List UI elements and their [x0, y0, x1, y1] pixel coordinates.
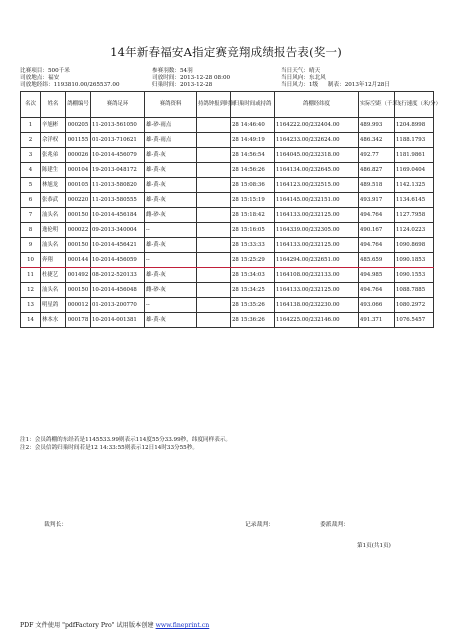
- cell-distance: 490.167: [359, 223, 395, 238]
- table-row: [21, 118, 434, 133]
- cell-loft-id: 001492: [66, 268, 91, 283]
- cell-rank: 1: [21, 118, 41, 133]
- cell-ring: 11-2013-580820: [91, 178, 145, 193]
- cell-arrival-time: 28 15:08:36: [231, 178, 275, 193]
- cell-clock-time: [197, 313, 231, 328]
- cell-loft-id: 000205: [66, 118, 91, 133]
- cell-speed: 1080.2972: [395, 298, 434, 313]
- cell-arrival-time: 28 15:36:26: [231, 313, 275, 328]
- table-row: [21, 208, 434, 223]
- meta-col-2: [152, 68, 230, 89]
- header-ring: 赛鸽足环: [91, 92, 145, 118]
- cell-name: 辛旭彬: [41, 118, 66, 133]
- cell-loft-coords: 1164133.00/232125.00: [275, 208, 359, 223]
- cell-name: 汕头名: [41, 238, 66, 253]
- cell-bird-info: 雄-黄-灰: [145, 268, 197, 283]
- cell-arrival-time: 28 14:56:54: [231, 148, 275, 163]
- cell-rank: 8: [21, 223, 41, 238]
- cell-loft-coords: 1164134.00/232645.00: [275, 163, 359, 178]
- footer: [20, 620, 209, 629]
- cell-rank: 5: [21, 178, 41, 193]
- cell-clock-time: [197, 223, 231, 238]
- cell-distance: 491.371: [359, 313, 395, 328]
- cell-arrival-time: 28 15:18:42: [231, 208, 275, 223]
- cell-distance: 494.764: [359, 208, 395, 223]
- header-speed: 飞行速度（米/分）: [395, 92, 434, 118]
- cell-distance: 492.77: [359, 148, 395, 163]
- cell-bird-info: 雄-黄-灰: [145, 163, 197, 178]
- cell-ring: 10-2014-456048: [91, 283, 145, 298]
- meta-project: 比赛项目：500千米: [20, 68, 70, 74]
- cell-loft-id: 000178: [66, 313, 91, 328]
- cell-ring: 08-2012-520133: [91, 268, 145, 283]
- cell-loft-coords: 1164133.00/232125.00: [275, 238, 359, 253]
- cell-speed: 1076.5457: [395, 313, 434, 328]
- cell-distance: 485.659: [359, 253, 395, 268]
- cell-bird-info: 雄-黄-雨点: [145, 133, 197, 148]
- cell-speed: 1181.9861: [395, 148, 434, 163]
- cell-clock-time: [197, 163, 231, 178]
- cell-ring: 10-2014-456079: [91, 148, 145, 163]
- cell-loft-coords: 1164138.00/232230.00: [275, 298, 359, 313]
- cell-loft-id: 000150: [66, 208, 91, 223]
- cell-clock-time: [197, 118, 231, 133]
- results-table: [20, 91, 441, 328]
- cell-distance: 489.518: [359, 178, 395, 193]
- cell-ring: 01-2013-200770: [91, 298, 145, 313]
- cell-distance: 494.764: [359, 238, 395, 253]
- meta-col-3: [281, 68, 390, 89]
- cell-distance: 486.827: [359, 163, 395, 178]
- cell-speed: 1090.8698: [395, 238, 434, 253]
- report-title: 14年新春福安A指定赛竞翔成绩报告表(奖一): [110, 45, 342, 59]
- cell-name: 奔翔: [41, 253, 66, 268]
- cell-speed: 1124.0223: [395, 223, 434, 238]
- cell-name: 逸伦明: [41, 223, 66, 238]
- meta-return-time: 归巢时间：2013-12-28: [152, 82, 213, 88]
- cell-loft-id: 001155: [66, 133, 91, 148]
- header-clock-time: 持鸽钟报到时间: [197, 92, 231, 118]
- cell-ring: 10-2014-001381: [91, 313, 145, 328]
- table-row: [21, 253, 434, 268]
- cell-clock-time: [197, 268, 231, 283]
- cell-clock-time: [197, 298, 231, 313]
- cell-speed: 1090.1853: [395, 253, 434, 268]
- cell-name: 林旭龙: [41, 178, 66, 193]
- cell-loft-id: 000104: [66, 163, 91, 178]
- cell-loft-id: 000144: [66, 253, 91, 268]
- cell-bird-info: 雄-黄-灰: [145, 193, 197, 208]
- cell-loft-id: 000150: [66, 283, 91, 298]
- cell-loft-coords: 1164108.00/232133.00: [275, 268, 359, 283]
- cell-rank: 6: [21, 193, 41, 208]
- cell-speed: 1188.1793: [395, 133, 434, 148]
- cell-clock-time: [197, 133, 231, 148]
- cell-speed: 1127.7958: [395, 208, 434, 223]
- referee-signature: 裁判长：: [44, 522, 68, 528]
- cell-bird-info: --: [145, 253, 197, 268]
- cell-arrival-time: 28 14:56:26: [231, 163, 275, 178]
- header-rank: 名次: [21, 92, 41, 118]
- committee-signature: 委派裁判：: [320, 522, 349, 528]
- header-loft-coords: 鸽棚经纬度: [275, 92, 359, 118]
- footer-text: PDF 文件使用 "pdfFactory Pro" 试用版本创建: [20, 622, 156, 629]
- cell-name: 佘洋权: [41, 133, 66, 148]
- cell-ring: 11-2013-580555: [91, 193, 145, 208]
- cell-rank: 14: [21, 313, 41, 328]
- cell-bird-info: 雄-黄-灰: [145, 238, 197, 253]
- cell-speed: 1204.8998: [395, 118, 434, 133]
- table-row: [21, 133, 434, 148]
- table-row: [21, 223, 434, 238]
- cell-loft-id: 000105: [66, 178, 91, 193]
- cell-loft-coords: 1164133.00/232125.00: [275, 283, 359, 298]
- cell-ring: 11-2013-561050: [91, 118, 145, 133]
- cell-ring: 10-2014-456421: [91, 238, 145, 253]
- cell-name: 林本水: [41, 313, 66, 328]
- cell-bird-info: 雄-黄-灰: [145, 313, 197, 328]
- cell-name: 杜捷艺: [41, 268, 66, 283]
- cell-loft-coords: 1164294.00/232651.00: [275, 253, 359, 268]
- cell-ring: 19-2013-048172: [91, 163, 145, 178]
- cell-rank: 7: [21, 208, 41, 223]
- cell-bird-info: 雌-砂-灰: [145, 283, 197, 298]
- cell-speed: 1142.1325: [395, 178, 434, 193]
- cell-name: 汕头名: [41, 283, 66, 298]
- cell-rank: 2: [21, 133, 41, 148]
- cell-loft-coords: 1164233.00/232624.00: [275, 133, 359, 148]
- meta-col-1: [20, 68, 120, 89]
- cell-loft-coords: 1164225.00/232146.00: [275, 313, 359, 328]
- cell-rank: 13: [21, 298, 41, 313]
- cell-loft-coords: 1164045.00/232318.00: [275, 148, 359, 163]
- cell-ring: 01-2013-710621: [91, 133, 145, 148]
- cell-clock-time: [197, 148, 231, 163]
- cell-bird-info: 雌-砂-灰: [145, 208, 197, 223]
- cell-arrival-time: 28 15:15:19: [231, 193, 275, 208]
- cell-arrival-time: 28 15:34:03: [231, 268, 275, 283]
- cell-loft-coords: 1164222.00/232404.00: [275, 118, 359, 133]
- cell-clock-time: [197, 283, 231, 298]
- cell-loft-id: 000012: [66, 298, 91, 313]
- cell-speed: 1169.0404: [395, 163, 434, 178]
- header-distance: 实际空距（千米）: [359, 92, 395, 118]
- cell-arrival-time: 28 15:25:29: [231, 253, 275, 268]
- cell-loft-id: 000150: [66, 238, 91, 253]
- cell-arrival-time: 28 15:16:05: [231, 223, 275, 238]
- cell-arrival-time: 28 14:46:40: [231, 118, 275, 133]
- table-row: [21, 238, 434, 253]
- table-row: [21, 178, 434, 193]
- cell-distance: 489.993: [359, 118, 395, 133]
- note-2: 注2：会员信鸽归巢时间若是12 14:33:55则表示12日14时33分55秒。: [20, 445, 198, 451]
- cell-speed: 1134.6145: [395, 193, 434, 208]
- table-row: [21, 283, 434, 298]
- cell-bird-info: --: [145, 223, 197, 238]
- table-row: [21, 148, 434, 163]
- footer-link[interactable]: www.fineprint.cn: [155, 622, 210, 629]
- note-1: 注1：会员鸽棚的东经若是1145533.99则表示114度55分33.99秒，纬度同样表示。: [20, 437, 232, 443]
- cell-loft-id: 000220: [66, 193, 91, 208]
- cell-rank: 11: [21, 268, 41, 283]
- meta-entries: 参赛羽数：54羽: [152, 68, 193, 74]
- table-row: [21, 268, 434, 283]
- cell-loft-id: 000022: [66, 223, 91, 238]
- header-name: 姓名: [41, 92, 66, 118]
- cell-speed: 1090.1553: [395, 268, 434, 283]
- cell-bird-info: 雄-砂-雨点: [145, 118, 197, 133]
- cell-loft-coords: 1164123.00/232515.00: [275, 178, 359, 193]
- table-header-row: [21, 92, 434, 118]
- meta-place: 司放地点：福安: [20, 75, 60, 81]
- table-row: [21, 163, 434, 178]
- cell-bird-info: 雄-黄-灰: [145, 148, 197, 163]
- page-number: 第1页(共1页): [357, 543, 391, 549]
- cell-arrival-time: 28 15:34:25: [231, 283, 275, 298]
- cell-distance: 486.342: [359, 133, 395, 148]
- cell-arrival-time: 28 15:33:33: [231, 238, 275, 253]
- meta-release-time: 司放时间：2013-12-28 08:00: [152, 75, 231, 81]
- cell-rank: 12: [21, 283, 41, 298]
- cell-clock-time: [197, 238, 231, 253]
- cell-clock-time: [197, 178, 231, 193]
- table-row: [21, 313, 434, 328]
- cell-rank: 9: [21, 238, 41, 253]
- cell-bird-info: 雄-黄-灰: [145, 178, 197, 193]
- cell-bird-info: --: [145, 298, 197, 313]
- cell-ring: 10-2014-456184: [91, 208, 145, 223]
- header-loft-id: 鸽棚编号: [66, 92, 91, 118]
- cell-clock-time: [197, 253, 231, 268]
- cell-speed: 1088.7885: [395, 283, 434, 298]
- cell-distance: 494.985: [359, 268, 395, 283]
- table-body: [21, 118, 434, 328]
- cell-name: 明星鸽: [41, 298, 66, 313]
- recorder-signature: 记录裁判：: [245, 522, 274, 528]
- table-row: [21, 193, 434, 208]
- meta-wind-force: 当日风力：1级: [281, 82, 319, 88]
- cell-distance: 494.764: [359, 283, 395, 298]
- cell-name: 张兆弟: [41, 148, 66, 163]
- cell-rank: 3: [21, 148, 41, 163]
- cell-ring: 10-2014-456059: [91, 253, 145, 268]
- cell-loft-coords: 1164145.00/232151.00: [275, 193, 359, 208]
- meta-coords: 司放地经纬：1193810.00/265537.00: [20, 82, 120, 88]
- meta-made-date: 制表：2013年12月28日: [327, 82, 390, 88]
- cell-name: 陈建生: [41, 163, 66, 178]
- cell-rank: 4: [21, 163, 41, 178]
- cell-distance: 493.066: [359, 298, 395, 313]
- cell-name: 汕头名: [41, 208, 66, 223]
- header-bird-info: 赛鸽资料: [145, 92, 197, 118]
- cell-loft-id: 000026: [66, 148, 91, 163]
- cell-loft-coords: 1164339.00/232305.00: [275, 223, 359, 238]
- table-row: [21, 298, 434, 313]
- meta-weather: 当日天气：晴天: [281, 68, 321, 74]
- cell-distance: 493.917: [359, 193, 395, 208]
- cell-name: 张恭武: [41, 193, 66, 208]
- header-arrival-time: 归巢时间或持鸽: [231, 92, 275, 118]
- cell-clock-time: [197, 208, 231, 223]
- meta-wind: 当日风向：东北风: [281, 75, 326, 81]
- notes: [20, 436, 231, 452]
- cell-clock-time: [197, 193, 231, 208]
- cell-arrival-time: 28 15:35:26: [231, 298, 275, 313]
- cell-rank: 10: [21, 253, 41, 268]
- cell-arrival-time: 28 14:49:19: [231, 133, 275, 148]
- cell-ring: 09-2013-340004: [91, 223, 145, 238]
